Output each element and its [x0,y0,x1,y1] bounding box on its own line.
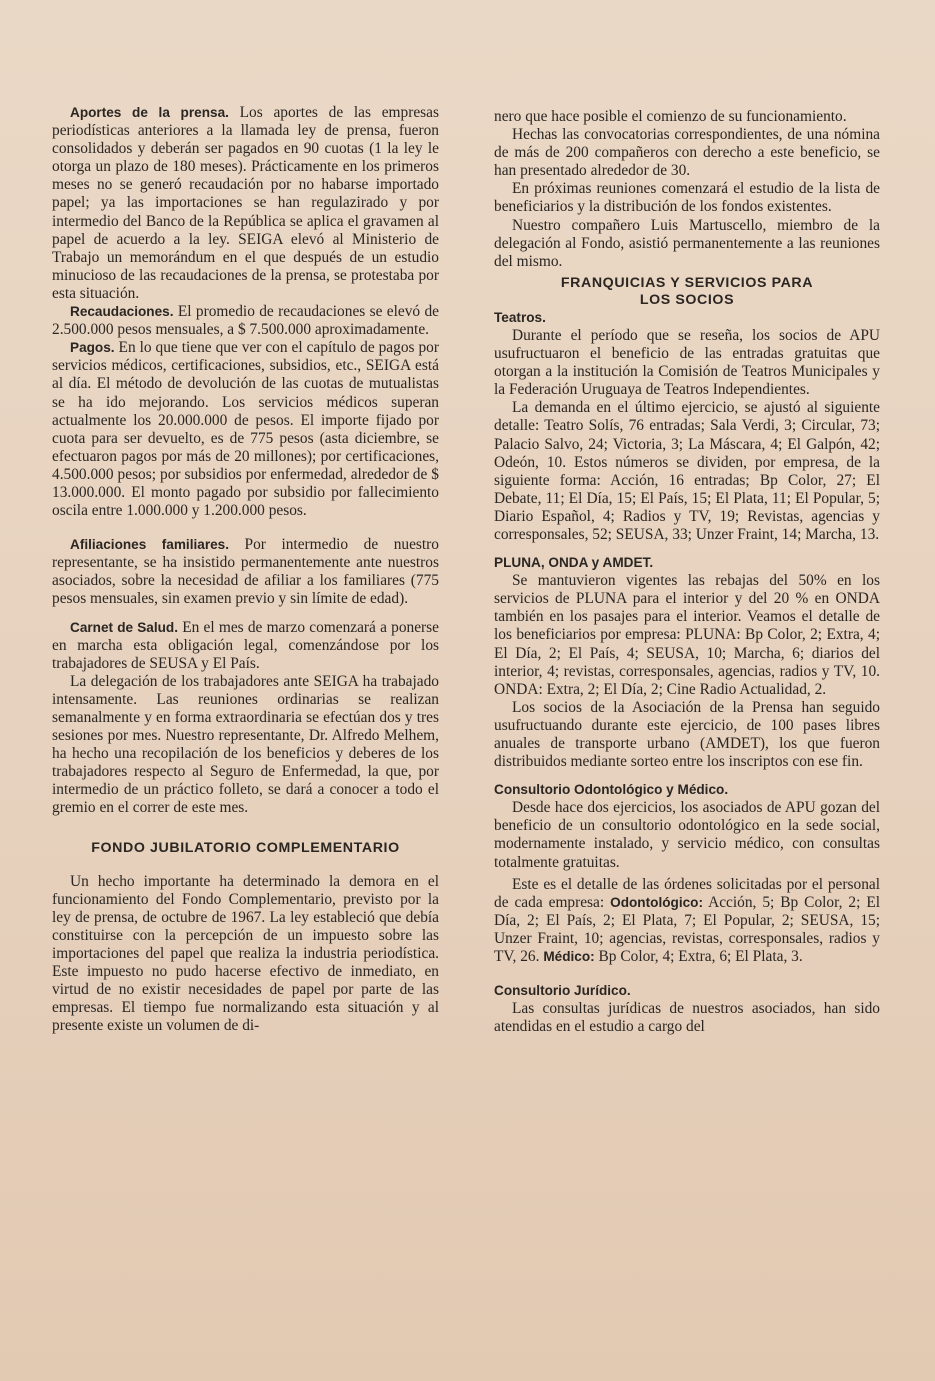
aportes-title: Aportes de la prensa. [70,105,229,120]
consultorio-title: Consultorio Odontológico y Médico. [494,782,729,798]
consultorio-paragraph: Desde hace dos ejercicios, los asociados de APU gozan del beneficio de un consultorio odontológico en la sede social, modernamente instalado, y servicio médico, con consultas totalmente gratuitas. [494,799,880,871]
franquicias-heading-line1: FRANQUICIAS Y SERVICIOS PARA [560,274,814,291]
continuation-paragraph: nero que hace posible el comienzo de su funcionamiento. [494,108,847,125]
medico-text: Bp Color, 4; Extra, 6; El Plata, 3. [598,948,803,966]
pluna-paragraph: Se mantuvieron vigentes las rebajas del 50% en los servicios de PLUNA para el interior y del 20 % en ONDA también en los pasajes para el interior. Veamos el detalle de los beneficiarios por empresa: PLUNA: Bp Color, 2; Extra, 4; El Día, 2; El País, 4; SEUSA, 10; Marcha, 6; diarios del interior, 4; revistas, corresponsales, agencias, radios y TV, 10. ONDA: Extra, 2; El Día, 2; Cine Radio Actualidad, 2. [494,572,880,698]
afiliaciones-text: Por intermedio de nuestro representante, se ha insistido permanentemente ante nuestros asociados, sobre la necesidad de afiliar a los familiares (775 pesos mensuales, sin examen previo y sin límite de edad). [52,536,440,608]
delegacion-paragraph: La delegación de los trabajadores ante SEIGA ha trabajado intensamente. Las reuniones ordinarias se realizan semanalmente y en forma extraordinaria se efectúan dos y tres sesiones por mes. Nuestro representante, Dr. Alfredo Melhem, ha hecho una recopilación de los beneficios y deberes de los trabajadores respecto al Seguro de Enfermedad, la que, por intermedio de un práctico folleto, se dará a conocer a todo el gremio en el correr de este mes. [52,672,439,817]
martuscello-paragraph: Nuestro compañero Luis Martuscello, miembro de la delegación al Fondo, asistió permanentemente a las reuniones del mismo. [494,216,880,270]
teatros-paragraph: Durante el período que se reseña, los socios de APU usufructuaron el beneficio de las entradas gratuitas que otorgan a la institución la Comisión de Teatros Municipales y la Federación Uruguaya de Teatros Independientes. [494,326,880,399]
afiliaciones-paragraph [52,536,439,608]
recaudaciones-text: El promedio de recaudaciones se elevó de 2.500.000 pesos mensuales, a $ 7.500.000 aproximadamente. [52,303,439,339]
recaudaciones-paragraph [52,303,439,339]
odontologico-text: Acción, 5; Bp Color, 2; El Día, 2; El País, 2; El Plata, 7; El Popular, 2; SEUSA, 15; Unzer Fraint, 10; agencias, revistas, corresponsales, radios y TV, 26. [494,893,881,966]
carnet-paragraph [52,619,439,673]
left-column [52,104,439,1035]
carnet-text: En el mes de marzo comenzará a ponerse en marcha esta obligación legal, comenzándose por los trabajadores de SEUSA y El País. [52,618,440,672]
pagos-title: Pagos. [70,340,115,356]
odontologico-label: Odontológico: [610,894,703,910]
detalle-intro: Este es el detalle de las órdenes solicitadas por el personal de cada empresa: [494,875,880,911]
fondo-heading: FONDO JUBILATORIO COMPLEMENTARIO [91,839,400,856]
afiliaciones-title: Afiliaciones familiares. [70,537,230,553]
demanda-paragraph: La demanda en el último ejercicio, se ajustó al siguiente detalle: Teatro Solís, 76 entradas; Sala Verdi, 3; Circular, 73; Palacio Salvo, 24; Victoria, 3; La Máscara, 4; El Galpón, 42; Odeón, 10. Estos números se dividen, por empresa, de la siguiente forma: Acción, 16 entradas; Bp Color, 27; El Debate, 11; El Día, 15; El País, 15; El Plata, 11; El Popular, 5; Diario Español, 4; Radios y TV, 19; Revistas, agencias y corresponsales, 52; SEUSA, 33; Unzer Fraint, 14; Marcha, 13. [494,399,880,543]
pagos-text: En lo que tiene que ver con el capítulo de pagos por servicios médicos, certificaciones, subsidios, etc., SEIGA está al día. El método de devolución de las cuotas de mutualistas se ha ido mejorando. Los servicios médicos superan actualmente los 20.000.000 de pesos. El importe fijado por cuota para ser devuelto, es de 775 pesos (asta diciembre, se efectuaron pagos por más de 20 millones); por certificaciones, 4.500.000 pesos; por subsidios por enfermedad, alrededor de $ 13.000.000. El monto pagado por subsidio por fallecimiento oscila entre 1.000.000 y 1.200.000 pesos. [52,339,439,520]
medico-label: Médico: [543,949,595,965]
detalle-paragraph [494,876,880,966]
pagos-paragraph [52,339,439,520]
juridico-title: Consultorio Jurídico. [494,983,631,999]
aportes-text: Los aportes de las empresas periodísticas anteriores a la llamada ley de prensa, fueron consolidados y deberán ser pagados en 90 cuotas (1 la ley le otorga un plazo de 180 meses). Prácticamente en los primeros meses no se generó recaudación por no habarse importado papel; ya las importaciones se han regulazirado y por intermedio del Banco de la República se aplica el gravamen al papel de acuerdo a la ley. SEIGA elevó al Ministerio de Trabajo un memorándum en el que después de un estudio minucioso de las recaudaciones de la prensa, se protestaba por esta situación. [52,104,439,302]
amdet-paragraph: Los socios de la Asociación de la Prensa han seguido usufructuando durante este ejercicio, de 100 pases libres anuales de transporte urbano (AMDET), los que fueron distribuidos mediante sorteo entre los inscriptos con ese fin. [494,698,880,771]
teatros-title: Teatros. [494,309,546,325]
recaudaciones-title: Recaudaciones. [70,304,174,320]
fondo-paragraph: Un hecho importante ha determinado la demora en el funcionamiento del Fondo Complementario, previsto por la ley de prensa, de octubre de 1967. La ley estableció que debía constituirse con la percepción de un impuesto sobre las importaciones del papel que realiza la industria periodística. Este impuesto no pudo hacerse efectivo de inmediato, en virtud de no existir necesidades de papel por parte de las empresas. El tiempo fue normalizando esta situación y al presente existe un volumen de di- [52,872,439,1035]
franquicias-heading-line2: LOS SOCIOS [639,291,735,308]
proximas-paragraph: En próximas reuniones comenzará el estudio de la lista de beneficiarios y la distribución de los fondos existentes. [494,180,880,216]
juridico-paragraph: Las consultas jurídicas de nuestros asociados, han sido atendidas en el estudio a cargo del [494,1000,880,1036]
convocatorias-paragraph: Hechas las convocatorias correspondientes, de una nómina de más de 200 compañeros con derecho a este beneficio, se han presentado alrededor de 30. [494,126,880,180]
aportes-paragraph [52,104,439,303]
right-column [494,108,880,1036]
pluna-title: PLUNA, ONDA y AMDET. [494,555,654,571]
carnet-title: Carnet de Salud. [70,619,178,635]
